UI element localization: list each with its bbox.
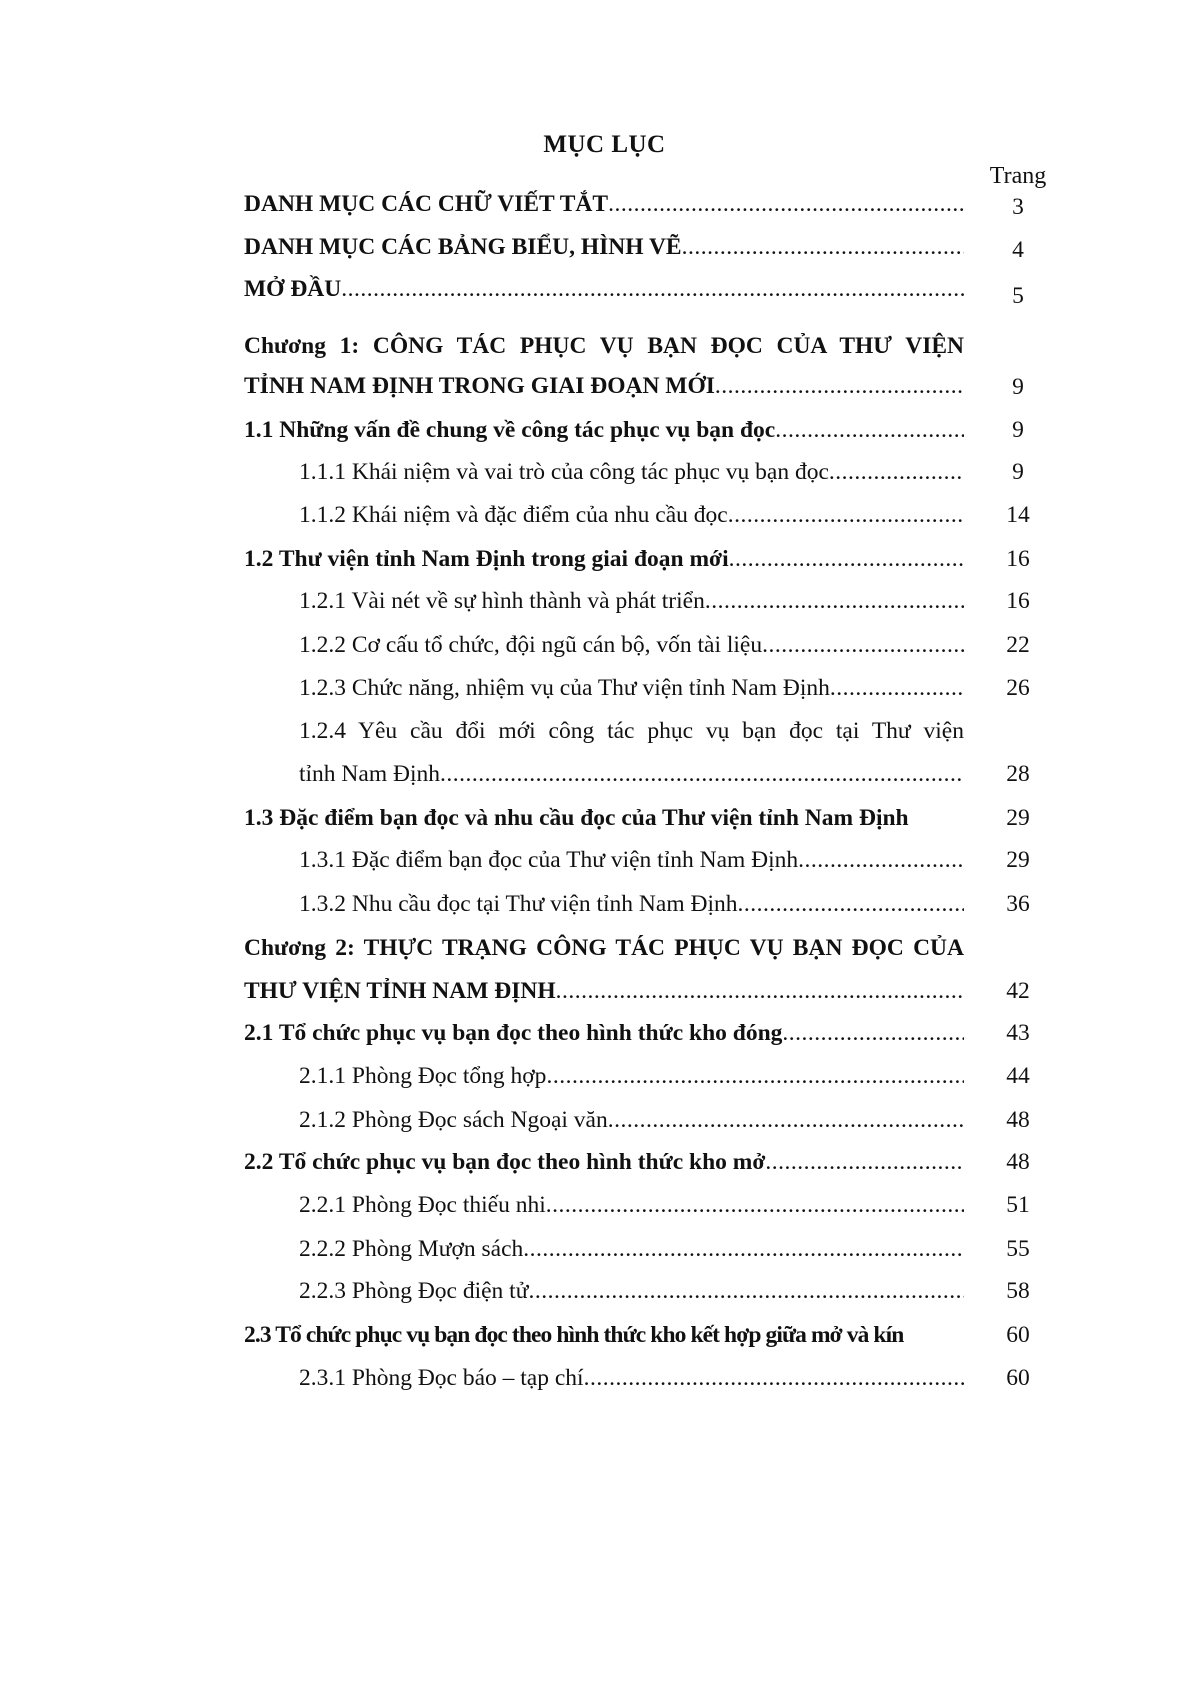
toc-entry-chapter-2[interactable] <box>244 934 964 962</box>
toc-page-number: 43 <box>1006 1020 1030 1046</box>
toc-entry-label: 2.1.2 Phòng Đọc sách Ngoại văn <box>299 1107 608 1133</box>
toc-entry-label: DANH MỤC CÁC BẢNG BIỂU, HÌNH VẼ <box>244 234 682 260</box>
toc-page-number: 51 <box>1006 1192 1030 1218</box>
leader-dots <box>546 1062 964 1090</box>
leader-dots <box>782 1019 964 1047</box>
leader-dots <box>705 587 964 615</box>
toc-entry-abbreviations[interactable] <box>244 190 964 218</box>
toc-entry-1-2-1[interactable] <box>299 587 964 615</box>
toc-page-number: 55 <box>1006 1236 1030 1262</box>
toc-page-number: 29 <box>1006 805 1030 831</box>
leader-dots <box>556 977 964 1005</box>
page-column-header: Trang <box>989 163 1047 189</box>
toc-entry-2-3-1[interactable] <box>299 1364 964 1392</box>
toc-entry-label: 1.3 Đặc điểm bạn đọc và nhu cầu đọc của Thư viện tỉnh Nam Định <box>244 805 909 831</box>
toc-page-number: 9 <box>1012 459 1024 485</box>
toc-entry-1-2[interactable] <box>244 545 964 573</box>
leader-dots <box>546 1191 964 1219</box>
toc-page-number: 22 <box>1006 632 1030 658</box>
leader-dots <box>738 890 965 918</box>
toc-page-number: 26 <box>1006 675 1030 701</box>
leader-dots <box>830 674 964 702</box>
leader-dots <box>765 1148 964 1176</box>
toc-page-number: 28 <box>1006 761 1030 787</box>
toc-entry-label: 1.1.1 Khái niệm và vai trò của công tác phục vụ bạn đọc <box>299 459 829 485</box>
toc-page-number: 3 <box>1012 194 1024 220</box>
toc-entry-2-1-1[interactable] <box>299 1062 964 1090</box>
toc-entry-2-2-1[interactable] <box>299 1191 964 1219</box>
toc-page-number: 60 <box>1006 1322 1030 1348</box>
toc-page-number: 48 <box>1006 1149 1030 1175</box>
toc-entry-1-2-4-cont[interactable] <box>299 760 964 788</box>
toc-entry-chapter-1-cont[interactable] <box>244 372 964 400</box>
toc-page-number: 58 <box>1006 1278 1030 1304</box>
toc-page-number: 14 <box>1006 502 1030 528</box>
toc-entry-2-1[interactable] <box>244 1019 964 1047</box>
toc-entry-1-3[interactable] <box>244 804 964 832</box>
toc-entry-label: 2.2 Tổ chức phục vụ bạn đọc theo hình thức kho mở <box>244 1149 766 1175</box>
toc-entry-label: 2.3.1 Phòng Đọc báo – tạp chí <box>299 1365 584 1391</box>
leader-dots <box>715 372 964 400</box>
toc-entry-label: 1.3.1 Đặc điểm bạn đọc của Thư viện tỉnh Nam Định <box>299 847 799 873</box>
leader-dots <box>608 190 964 218</box>
toc-entry-1-1[interactable] <box>244 416 964 444</box>
toc-entry-tables-figures[interactable] <box>244 233 964 261</box>
toc-entry-2-1-2[interactable] <box>299 1106 964 1134</box>
toc-entry-1-2-3[interactable] <box>299 674 964 702</box>
toc-entry-1-1-1[interactable] <box>299 458 964 486</box>
toc-entry-label: 2.1 Tổ chức phục vụ bạn đọc theo hình thức kho đóng <box>244 1020 783 1046</box>
toc-page-number: 4 <box>1012 237 1024 263</box>
toc-entry-1-2-4[interactable] <box>299 717 964 745</box>
toc-entry-label: 2.2.3 Phòng Đọc điện tử <box>299 1278 529 1304</box>
toc-page-number: 9 <box>1012 374 1024 400</box>
toc-entry-label: THƯ VIỆN TỈNH NAM ĐỊNH <box>244 978 556 1004</box>
toc-entry-introduction[interactable] <box>244 275 964 303</box>
leader-dots <box>829 458 964 486</box>
toc-page-number: 16 <box>1006 588 1030 614</box>
toc-entry-label: 1.3.2 Nhu cầu đọc tại Thư viện tỉnh Nam Định <box>299 891 738 917</box>
leader-dots <box>728 501 964 529</box>
toc-entry-1-1-2[interactable] <box>299 501 964 529</box>
leader-dots <box>762 631 964 659</box>
toc-entry-label: 1.1 Những vấn đề chung về công tác phục vụ bạn đọc <box>244 417 776 443</box>
leader-dots <box>341 275 964 303</box>
leader-dots <box>528 1277 964 1305</box>
toc-entry-1-3-2[interactable] <box>299 890 964 918</box>
toc-page-number: 16 <box>1006 546 1030 572</box>
leader-dots <box>682 233 964 261</box>
leader-dots <box>440 760 964 788</box>
toc-entry-chapter-2-cont[interactable] <box>244 977 964 1005</box>
leader-dots <box>523 1235 964 1263</box>
toc-page-number: 5 <box>1012 283 1024 309</box>
leader-dots <box>775 416 964 444</box>
toc-entry-label: 2.1.1 Phòng Đọc tổng hợp <box>299 1063 547 1089</box>
toc-entry-label: 2.2.2 Phòng Mượn sách <box>299 1236 524 1262</box>
toc-entry-label: Chương 1: CÔNG TÁC PHỤC VỤ BẠN ĐỌC CỦA THƯ VIỆN <box>244 333 964 359</box>
toc-entry-label: 1.1.2 Khái niệm và đặc điểm của nhu cầu đọc <box>299 502 728 528</box>
toc-entry-label: Chương 2: THỰC TRẠNG CÔNG TÁC PHỤC VỤ BẠN ĐỌC CỦA <box>244 935 964 961</box>
toc-entry-label: 2.2.1 Phòng Đọc thiếu nhi <box>299 1192 546 1218</box>
toc-entry-label: 1.2.2 Cơ cấu tổ chức, đội ngũ cán bộ, vốn tài liệu <box>299 632 763 658</box>
toc-entry-label: tỉnh Nam Định <box>299 761 440 787</box>
toc-entry-2-3[interactable] <box>244 1321 964 1349</box>
leader-dots <box>798 846 964 874</box>
toc-entry-chapter-1[interactable] <box>244 332 964 360</box>
toc-entry-label: DANH MỤC CÁC CHỮ VIẾT TẮT <box>244 191 609 217</box>
toc-page-number: 60 <box>1006 1365 1030 1391</box>
toc-page-number: 48 <box>1006 1107 1030 1133</box>
toc-entry-label: 1.2.1 Vài nét về sự hình thành và phát triển <box>299 588 705 614</box>
toc-entry-2-2-3[interactable] <box>299 1277 964 1305</box>
toc-entry-label: 2.3 Tổ chức phục vụ bạn đọc theo hình thức kho kết hợp giữa mở và kín <box>244 1322 904 1348</box>
toc-entry-label: 1.2 Thư viện tỉnh Nam Định trong giai đoạn mới <box>244 546 729 572</box>
toc-entry-label: 1.2.4 Yêu cầu đổi mới công tác phục vụ bạn đọc tại Thư viện <box>299 718 964 744</box>
toc-page-number: 42 <box>1006 978 1030 1004</box>
toc-entry-label: 1.2.3 Chức năng, nhiệm vụ của Thư viện tỉnh Nam Định <box>299 675 830 701</box>
toc-page-number: 36 <box>1006 891 1030 917</box>
toc-page-number: 9 <box>1012 417 1024 443</box>
toc-entry-2-2-2[interactable] <box>299 1235 964 1263</box>
toc-entry-label: MỞ ĐẦU <box>244 276 342 302</box>
toc-entry-label: TỈNH NAM ĐỊNH TRONG GIAI ĐOẠN MỚI <box>244 373 715 399</box>
toc-title: MỤC LỤC <box>543 131 666 158</box>
toc-entry-1-2-2[interactable] <box>299 631 964 659</box>
toc-page-number: 44 <box>1006 1063 1030 1089</box>
toc-entry-1-3-1[interactable] <box>299 846 964 874</box>
leader-dots <box>729 545 964 573</box>
toc-entry-2-2[interactable] <box>244 1148 964 1176</box>
toc-page-number: 29 <box>1006 847 1030 873</box>
leader-dots <box>608 1106 964 1134</box>
leader-dots <box>584 1364 964 1392</box>
